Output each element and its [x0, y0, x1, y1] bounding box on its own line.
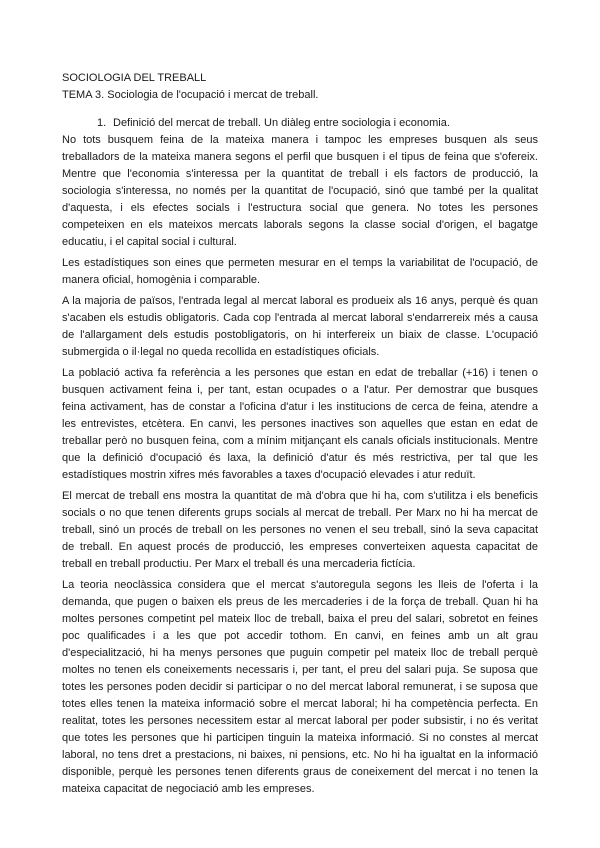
text-line: de l'allargament dels estudis postobligatoris, on hi interfereix un biaix de classe. L'ocupació [62, 329, 538, 341]
text-line: moltes persones competint pel mateix lloc de treball, baixa el preu del salari, sobretot en feines [62, 613, 538, 625]
text-line: disponible, perquè les persones tenen diferents graus de coneixement del mercat i no tenen la [62, 766, 538, 778]
text-line: d'especialització, hi ha menys persones que puguin competir pel mateix lloc de treball perquè [62, 647, 538, 659]
text-line: totes les persones poden decidir si participar o no del mercat laboral remunerat, i se suposa que [62, 681, 538, 693]
document-title: SOCIOLOGIA DEL TREBALL [62, 72, 207, 84]
text-line: treballadors de la mateixa manera segons el perfil que busquen i el tipus de feina que s'ofereix. [62, 151, 538, 163]
text-line: les entrevistes, etcètera. En canvi, les persones inactives son aquelles que estan en edat de [62, 418, 538, 430]
section-heading [62, 115, 538, 132]
text-line: Mentre que l'economia s'interessa per la quantitat de treball i els factors de producció, la [62, 168, 538, 180]
body-text [62, 132, 538, 798]
text-line: submergida o il·legal no queda recollida en estadístiques oficials. [62, 346, 380, 358]
text-line: competeixen en els mateixos mercats laborals segons la classe social d'origen, el bagatge [62, 219, 538, 231]
text-line: de treball. En aquest procés de producció, les empreses converteixen aquesta capacitat de [62, 541, 538, 553]
text-line: totes elles tenen la mateixa informació sobre el mercat laboral; hi ha competència perfecta. En [62, 698, 538, 710]
text-line: d'aquesta, i els efectes socials i l'estructura social que genera. No totes les persones [62, 202, 538, 214]
paragraph [62, 488, 538, 573]
text-line: Les estadístiques son eines que permeten mesurar en el temps la variabilitat de l'ocupació, de [62, 257, 538, 269]
text-line: estadístiques mostrin xifres més favorables a taxes d'ocupació elevades i atur reduït. [62, 469, 476, 481]
text-line: feina activament, has de constar a l'oficina d'atur i les institucions de cerca de feina, atendre a [62, 401, 538, 413]
text-line: El mercat de treball ens mostra la quantitat de mà d'obra que hi ha, com s'utilitza i els beneficis [62, 490, 538, 502]
section-number: 1. [97, 117, 107, 129]
text-line: sociologia s'interessa, no només per la quantitat de l'ocupació, sinó que també per la qualitat [62, 185, 538, 197]
text-line: manera oficial, homogènia i comparable. [62, 274, 261, 286]
text-line: demanda, que pugen o baixen els preus de les mercaderies i de la força de treball. Quan hi ha [62, 596, 538, 608]
text-line: socials o no que tenen diferents grups socials al mercat de treball. Per Marx no hi ha mercat de [62, 507, 538, 519]
paragraph [62, 577, 538, 798]
paragraph [62, 293, 538, 361]
text-line: La població activa fa referència a les persones que estan en edat de treballar (+16) i tenen o [62, 367, 538, 379]
paragraph [62, 255, 538, 289]
text-line: La teoria neoclàssica considera que el mercat s'autoregula segons les lleis de l'oferta i la [62, 579, 538, 591]
text-line: que la definició d'ocupació és laxa, la definició d'atur és més restrictiva, per tal que les [62, 452, 538, 464]
document-subtitle: TEMA 3. Sociologia de l'ocupació i mercat de treball. [62, 89, 319, 101]
text-line: educatiu, i el capital social i cultural. [62, 236, 237, 248]
text-line: treballar però no busquen feina, com a mínim mitjançant els canals oficials institucionals. Mentre [62, 435, 538, 447]
text-line: moltes no tenen els coneixements necessaris i, per tant, el preu del salari puja. Se suposa que [62, 664, 538, 676]
text-line: poc qualificades i a les que pot accedir tothom. En canvi, en feines amb un alt grau [62, 630, 538, 642]
paragraph [62, 132, 538, 251]
text-line: s'acaben els estudis obligatoris. Cada cop l'entrada al mercat laboral s'endarrereix més a causa [62, 312, 538, 324]
text-line: A la majoria de països, l'entrada legal al mercat laboral es produeix als 16 anys, perquè és quan [62, 295, 538, 307]
text-line: busquen activament feina i, per tant, estan ocupades o a l'atur. Per demostrar que busques [62, 384, 538, 396]
section-heading-text: Definició del mercat de treball. Un diàleg entre sociologia i economia. [113, 117, 450, 129]
text-line: treball, sinó un procés de treball on les persones no venen el seu treball, sinó la seva capacitat [62, 524, 538, 536]
text-line: mateixa capacitat de negociació amb les empreses. [62, 783, 315, 795]
text-line: realitat, totes les persones necessitem estar al mercat laboral per poder subsistir, i no és veritat [62, 715, 538, 727]
text-line: No tots busquem feina de la mateixa manera i tampoc les empreses busquen als seus [62, 134, 538, 146]
paragraph [62, 365, 538, 484]
document-page [62, 70, 538, 798]
text-line: treball en treball productiu. Per Marx el treball és una mercaderia fictícia. [62, 558, 416, 570]
text-line: que totes les persones que hi participen tinguin la mateixa informació. Si no constes al mercat [62, 732, 538, 744]
text-line: laboral, no tens dret a prestacions, ni baixes, ni pensions, etc. No hi ha igualtat en la informació [62, 749, 538, 761]
